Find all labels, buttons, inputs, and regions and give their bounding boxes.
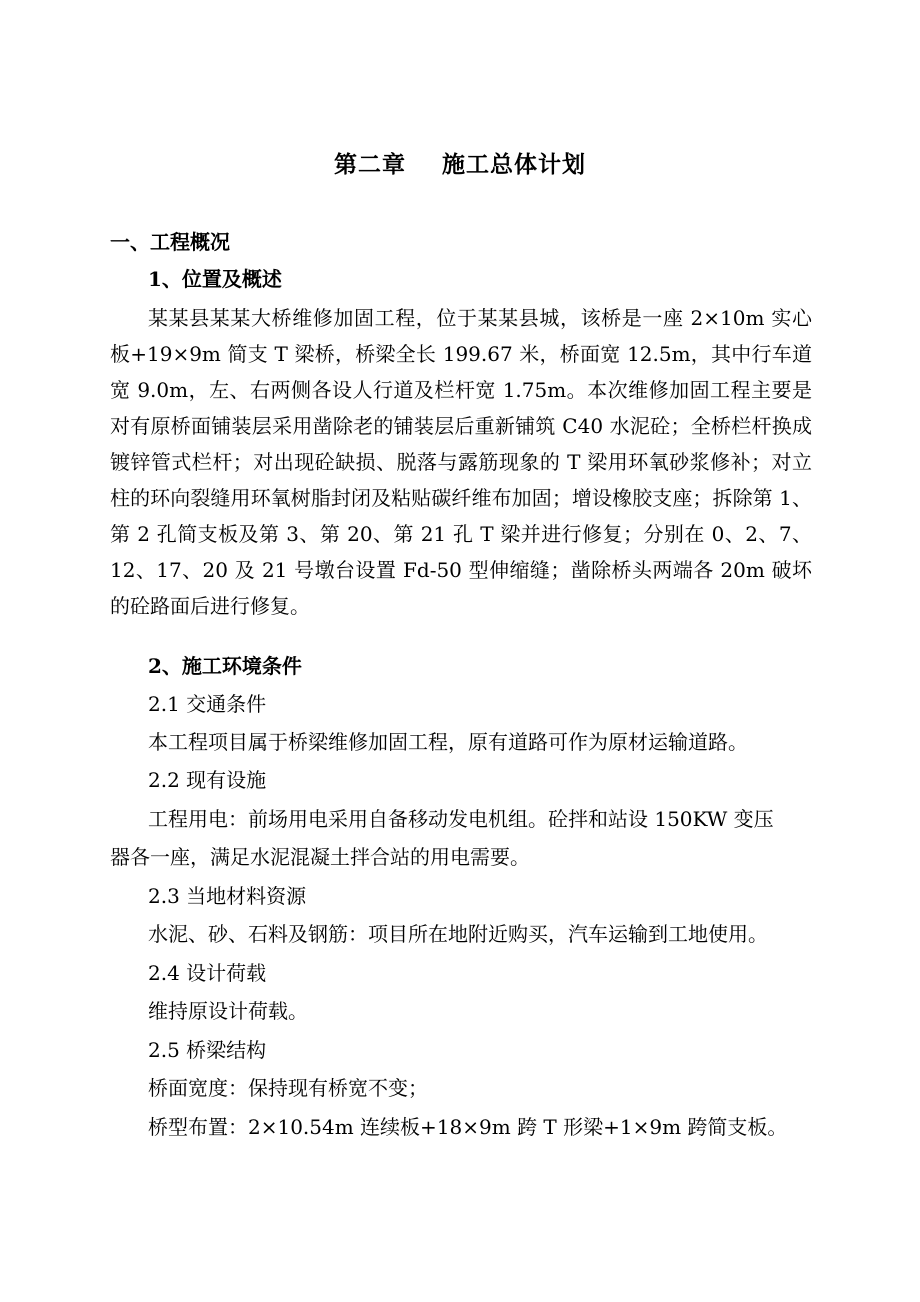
subsection-heading-environment: 2、施工环境条件 [148, 654, 302, 678]
item-title-bridge-structure: 2.5 桥梁结构 [148, 1038, 267, 1062]
item-text-bridge-width: 桥面宽度：保持现有桥宽不变； [148, 1076, 428, 1100]
item-text-traffic: 本工程项目属于桥梁维修加固工程，原有道路可作为原材运输道路。 [148, 730, 748, 754]
location-overview-paragraph: 某某县某某大桥维修加固工程，位于某某县城，该桥是一座 2×10m 实心板+19×9m 简支 T 梁桥，桥梁全长 199.67 米，桥面宽 12.5m，其中行车道宽 9.0m，左、右两侧各设人行道及栏杆宽 1.75m。本次维修加固工程主要是对有原桥面铺装层采用凿除老的铺装层后重新铺筑 C40 水泥砼；全桥栏杆换成镀锌管式栏杆；对出现砼缺损、脱落与露筋现象的 T 梁用环氧砂浆修补；对立柱的环向裂缝用环氧树脂封闭及粘贴碳纤维布加固；增设橡胶支座；拆除第 1、第 2 孔简支板及第 3、第 20、第 21 孔 T 梁并进行修复；分别在 0、2、7、12、17、20 及 21 号墩台设置 Fd-50 型伸缩缝；凿除桥头两端各 20m 破坏的砼路面后进行修复。 [110, 306, 812, 618]
item-text-materials: 水泥、砂、石料及钢筋：项目所在地附近购买，汽车运输到工地使用。 [148, 922, 768, 946]
item-title-traffic: 2.1 交通条件 [148, 692, 267, 716]
item-text-design-load: 维持原设计荷载。 [148, 999, 308, 1023]
item-title-design-load: 2.4 设计荷载 [148, 961, 267, 985]
section-heading-overview: 一、工程概况 [110, 230, 230, 254]
item-text-facilities-line2: 器各一座，满足水泥混凝土拌合站的用电需要。 [110, 845, 530, 869]
subsection-heading-location: 1、位置及概述 [148, 267, 282, 291]
chapter-title: 第二章 施工总体计划 [333, 151, 587, 178]
item-title-materials: 2.3 当地材料资源 [148, 884, 307, 908]
item-text-facilities-line1: 工程用电：前场用电采用自备移动发电机组。砼拌和站设 150KW 变压 [148, 807, 774, 831]
item-title-facilities: 2.2 现有设施 [148, 768, 267, 792]
item-text-bridge-layout: 桥型布置：2×10.54m 连续板+18×9m 跨 T 形梁+1×9m 跨简支板。 [148, 1115, 788, 1139]
